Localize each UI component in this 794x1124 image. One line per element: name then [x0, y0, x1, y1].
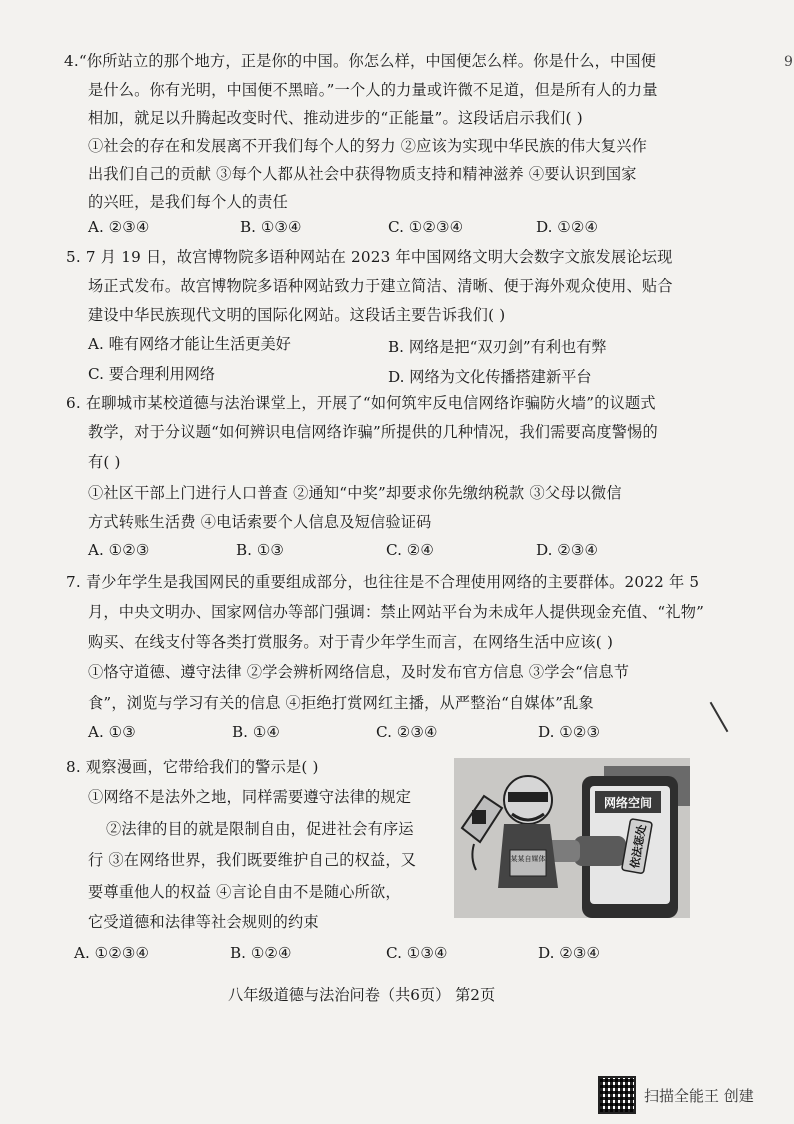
- q5-option-d: D. 网络为文化传播搭建新平台: [388, 368, 592, 386]
- q8-option-b: B. ①②④: [230, 944, 292, 962]
- q8-option-a: A. ①②③④: [74, 944, 150, 962]
- cartoon-illustration: [454, 758, 690, 918]
- q4-line: ①社会的存在和发展离不开我们每个人的努力 ②应该为实现中华民族的伟大复兴作: [88, 137, 647, 155]
- page-edge-mark: 9: [784, 54, 793, 70]
- q6-line: 方式转账生活费 ④电话索要个人信息及短信验证码: [88, 513, 432, 531]
- q8-line: 要尊重他人的权益 ④言论自由不是随心所欲，: [88, 883, 401, 901]
- q4-option-a: A. ②③④: [88, 218, 150, 236]
- q7-line: 月，中央文明办、国家网信办等部门强调：禁止网站平台为未成年人提供现金充值、“礼物”: [88, 603, 705, 621]
- q5-line: 建设中华民族现代文明的国际化网站。这段话主要告诉我们( ): [88, 306, 506, 324]
- q4-line: 是什么。你有光明，中国便不黑暗。”一个人的力量或许微不足道，但是所有人的力量: [88, 81, 658, 99]
- q8-line: ①网络不是法外之地，同样需要遵守法律的规定: [88, 788, 412, 806]
- cartoon-screen-title: 网络空间: [603, 796, 653, 810]
- q7-line: ①恪守道德、遵守法律 ②学会辨析网络信息，及时发布官方信息 ③学会“信息节: [88, 663, 630, 681]
- q6-line: 6. 在聊城市某校道德与法治课堂上，开展了“如何筑牢反电信网络诈骗防火墙”的议题式: [66, 394, 656, 412]
- q8-line: 8. 观察漫画，它带给我们的警示是( ): [66, 758, 319, 776]
- q8-line: 行 ③在网络世界，我们既要维护自己的权益，又: [88, 851, 417, 869]
- q5-option-c: C. 要合理利用网络: [88, 365, 216, 383]
- q6-line: 有( ): [88, 453, 121, 471]
- page-footer: 八年级道德与法治问卷（共6页） 第2页: [228, 986, 496, 1004]
- qr-code-icon: [598, 1076, 636, 1114]
- q8-option-c: C. ①③④: [386, 944, 448, 962]
- q7-line: 食”，浏览与学习有关的信息 ④拒绝打赏网红主播，从严整治“自媒体”乱象: [88, 694, 594, 712]
- cartoon-badge-text: 依法惩处: [628, 823, 649, 870]
- pen-mark: [710, 702, 729, 732]
- q4-line: 4.“你所站立的那个地方，正是你的中国。你怎么样，中国便怎么样。你是什么，中国便: [64, 52, 657, 70]
- q6-line: ①社区干部上门进行人口普查 ②通知“中奖”却要求你先缴纳税款 ③父母以微信: [88, 484, 622, 502]
- villain-figure-icon: [498, 776, 558, 888]
- q4-line: 相加，就足以升腾起改变时代、推动进步的“正能量”。这段话启示我们( ): [88, 109, 583, 127]
- q5-option-a: A. 唯有网络才能让生活更美好: [88, 335, 291, 353]
- q5-line: 5. 7 月 19 日，故宫博物院多语种网站在 2023 年中国网络文明大会数字文旅发展论坛现: [66, 248, 673, 266]
- q5-line: 场正式发布。故宫博物院多语种网站致力于建立简洁、清晰、便于海外观众使用、贴合: [88, 277, 673, 295]
- q5-option-b: B. 网络是把“双刃剑”有利也有弊: [388, 338, 607, 356]
- q6-option-d: D. ②③④: [536, 541, 599, 559]
- cartoon-bag-text: 某某自媒体: [510, 855, 546, 863]
- q8-line: ②法律的目的就是限制自由，促进社会有序运: [106, 820, 414, 838]
- watermark-text: 扫描全能王 创建: [644, 1086, 754, 1105]
- q4-option-b: B. ①③④: [240, 218, 302, 236]
- q4-line: 的兴旺，是我们每个人的责任: [88, 193, 289, 211]
- q4-option-d: D. ①②④: [536, 218, 599, 236]
- q8-line: 它受道德和法律等社会规则的约束: [88, 913, 319, 931]
- q7-line: 购买、在线支付等各类打赏服务。对于青少年学生而言，在网络生活中应该( ): [88, 633, 614, 651]
- q4-option-c: C. ①②③④: [388, 218, 464, 236]
- q8-option-d: D. ②③④: [538, 944, 601, 962]
- q7-line: 7. 青少年学生是我国网民的重要组成部分，也往往是不合理使用网络的主要群体。2022 年 5: [66, 573, 700, 591]
- q7-option-c: C. ②③④: [376, 723, 438, 741]
- q7-option-d: D. ①②③: [538, 723, 601, 741]
- q6-line: 教学，对于分议题“如何辨识电信网络诈骗”所提供的几种情况，我们需要高度警惕的: [88, 423, 658, 441]
- q4-line: 出我们自己的贡献 ③每个人都从社会中获得物质支持和精神滋养 ④要认识到国家: [88, 165, 637, 183]
- q6-option-b: B. ①③: [236, 541, 285, 559]
- q6-option-c: C. ②④: [386, 541, 434, 559]
- q7-option-b: B. ①④: [232, 723, 281, 741]
- q6-option-a: A. ①②③: [88, 541, 150, 559]
- q7-option-a: A. ①③: [88, 723, 136, 741]
- scanner-watermark: [598, 1076, 754, 1114]
